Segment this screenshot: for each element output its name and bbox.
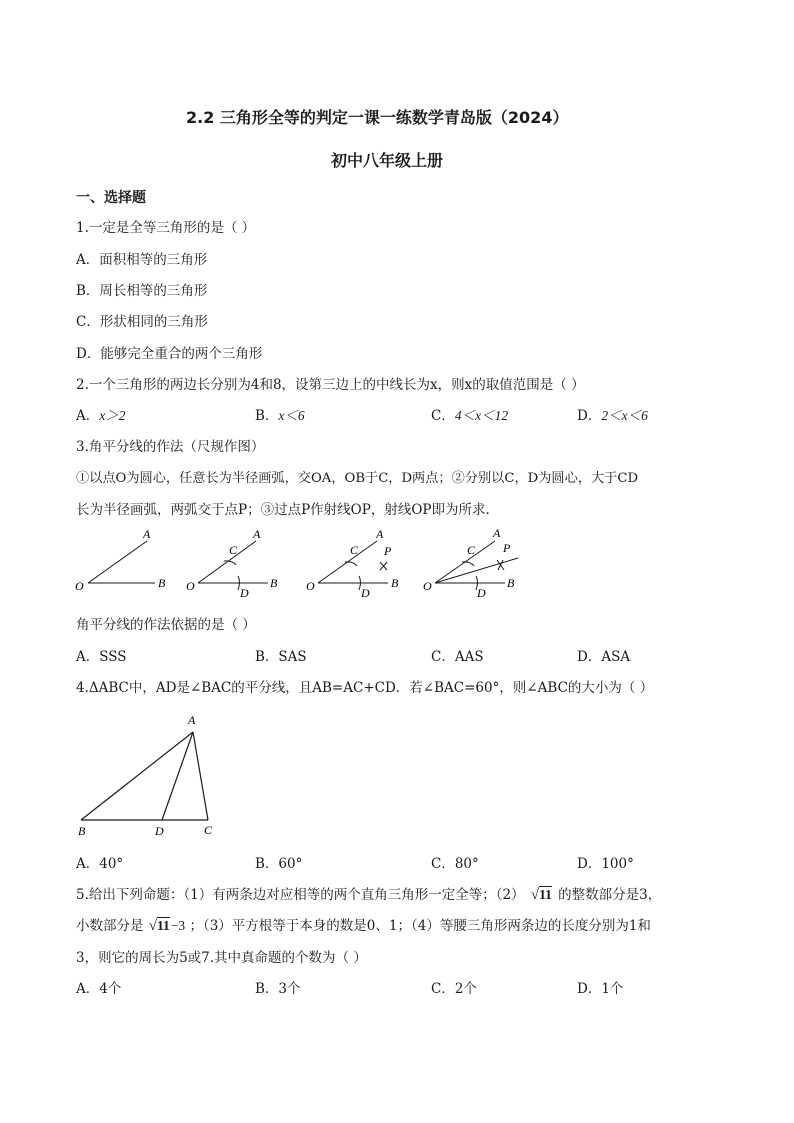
- q2-option-d: [577, 404, 648, 424]
- q2-option-b-math: x＜6: [278, 408, 305, 423]
- fig4-arc-p2: [498, 560, 503, 570]
- q3-stem: 3.角平分线的作法（尺规作图）: [76, 439, 265, 455]
- q5-line2-minus3: −3: [170, 918, 186, 933]
- tri-label-a: A: [188, 713, 196, 727]
- sqrt-radicand: 11: [539, 887, 552, 902]
- q4-option-a: A．40°: [76, 856, 124, 872]
- q2-option-c-prefix: C．: [431, 408, 455, 424]
- q2-option-a: [76, 404, 126, 424]
- tri-label-b: B: [78, 824, 86, 838]
- q2-option-d-prefix: D．: [577, 408, 602, 424]
- fig1-label-o: O: [75, 579, 84, 593]
- fig2-label-b: B: [270, 576, 278, 590]
- fig2-label-d: D: [240, 586, 249, 600]
- q2-option-d-math: 2＜x＜6: [601, 408, 648, 423]
- q1-option-d: D．能够完全重合的两个三角形: [76, 346, 263, 362]
- q5-line1-text-b: 的整数部分是3，: [558, 887, 662, 903]
- sqrt-11-a: [531, 887, 552, 904]
- q5-option-a: A．4个: [76, 981, 122, 997]
- angle-bisector-figures: [70, 524, 530, 602]
- q5-option-d: D．1个: [577, 981, 624, 997]
- sqrt-sign: √: [530, 887, 540, 903]
- q5-option-b: B．3个: [255, 981, 301, 997]
- q5-line2-text-c: ；（3）平方根等于本身的数是0、1；（4）等腰三角形两条边的长度分别为1和: [189, 918, 651, 934]
- q2-option-b-prefix: B．: [255, 408, 279, 424]
- q2-stem: 2.一个三角形的两边长分别为4和8，设第三边上的中线长为x，则x的取值范围是（ ）: [76, 377, 585, 393]
- fig3-label-a: A: [376, 527, 384, 541]
- q2-option-c: [431, 404, 508, 424]
- fig4-label-o: O: [423, 579, 432, 593]
- fig2-label-a: A: [253, 527, 261, 541]
- q5-line2: [76, 914, 651, 935]
- fig1-ray-oa: [88, 541, 147, 583]
- q5-line1: [76, 883, 661, 904]
- fig4-label-a: A: [493, 526, 501, 540]
- q5-line1-text-a: 5.给出下列命题：（1）有两条边对应相等的两个直角三角形一定全等；（2）: [76, 887, 525, 903]
- page-subtitle: 初中八年级上册: [331, 151, 444, 170]
- q3-option-d: D．ASA: [577, 649, 631, 665]
- fig3-label-b: B: [391, 576, 399, 590]
- fig4-label-d: D: [477, 586, 486, 600]
- side-ab: [81, 732, 193, 820]
- q3-option-b: B．SAS: [255, 649, 307, 665]
- tri-label-c: C: [204, 823, 213, 837]
- fig4-ray-op: [435, 558, 518, 583]
- q1-stem: 1.一定是全等三角形的是（ ）: [76, 220, 256, 236]
- sqrt-sign: √: [148, 918, 158, 934]
- q3-option-a: A．SSS: [76, 649, 127, 665]
- sqrt-radicand: 11: [157, 918, 170, 933]
- q1-option-c: C．形状相同的三角形: [76, 314, 208, 330]
- q5-line3: 3，则它的周长为5或7.其中真命题的个数为（ ）: [76, 950, 367, 966]
- fig4-label-b: B: [507, 576, 515, 590]
- tri-label-d: D: [155, 824, 164, 838]
- fig3-label-c: C: [350, 543, 359, 557]
- q2-option-b: [255, 404, 305, 424]
- side-ac: [193, 732, 208, 820]
- fig3-label-o: O: [306, 579, 315, 593]
- q2-option-a-math: x＞2: [99, 408, 126, 423]
- q4-stem: 4.ΔABC中，AD是∠BAC的平分线，且AB=AC+CD．若∠BAC=60°，则∠ABC的大小为（ ）: [76, 680, 654, 696]
- fig4-label-p: P: [503, 541, 511, 555]
- q1-option-b: B．周长相等的三角形: [76, 283, 208, 299]
- q4-option-b: B．60°: [255, 856, 303, 872]
- fig4-label-c: C: [467, 543, 476, 557]
- q4-option-d: D．100°: [577, 856, 634, 872]
- triangle-abc-figure: [70, 708, 230, 842]
- q5-line2-text-a: 小数部分是: [76, 918, 144, 934]
- q3-desc-line2: 长为半径画弧，两弧交于点P；③过点P作射线OP，射线OP即为所求.: [76, 502, 490, 518]
- fig2-label-o: O: [186, 579, 195, 593]
- q4-option-c: C．80°: [431, 856, 479, 872]
- fig1-label-b: B: [158, 576, 166, 590]
- q2-option-c-math: 4＜x＜12: [454, 408, 509, 423]
- page-title: 2.2 三角形全等的判定一课一练数学青岛版（2024）: [186, 108, 569, 127]
- section-heading: 一、选择题: [76, 190, 146, 206]
- q3-question: 角平分线的作法依据的是（ ）: [76, 617, 256, 633]
- q5-option-c: C．2个: [431, 981, 477, 997]
- fig2-label-c: C: [229, 543, 238, 557]
- sqrt-11-b: [149, 918, 170, 935]
- q3-desc-line1: ①以点O为圆心，任意长为半径画弧，交OA，OB于C，D两点；②分别以C，D为圆心，大于CD: [76, 471, 639, 486]
- fig3-label-p: P: [384, 544, 392, 558]
- fig1-label-a: A: [143, 527, 151, 541]
- q1-option-a: A．面积相等的三角形: [76, 252, 208, 268]
- q3-option-c: C．AAS: [431, 649, 484, 665]
- fig3-label-d: D: [361, 586, 370, 600]
- bisector-ad: [162, 732, 193, 820]
- fig2-ray-oa: [198, 541, 256, 583]
- q2-option-a-prefix: A．: [76, 408, 100, 424]
